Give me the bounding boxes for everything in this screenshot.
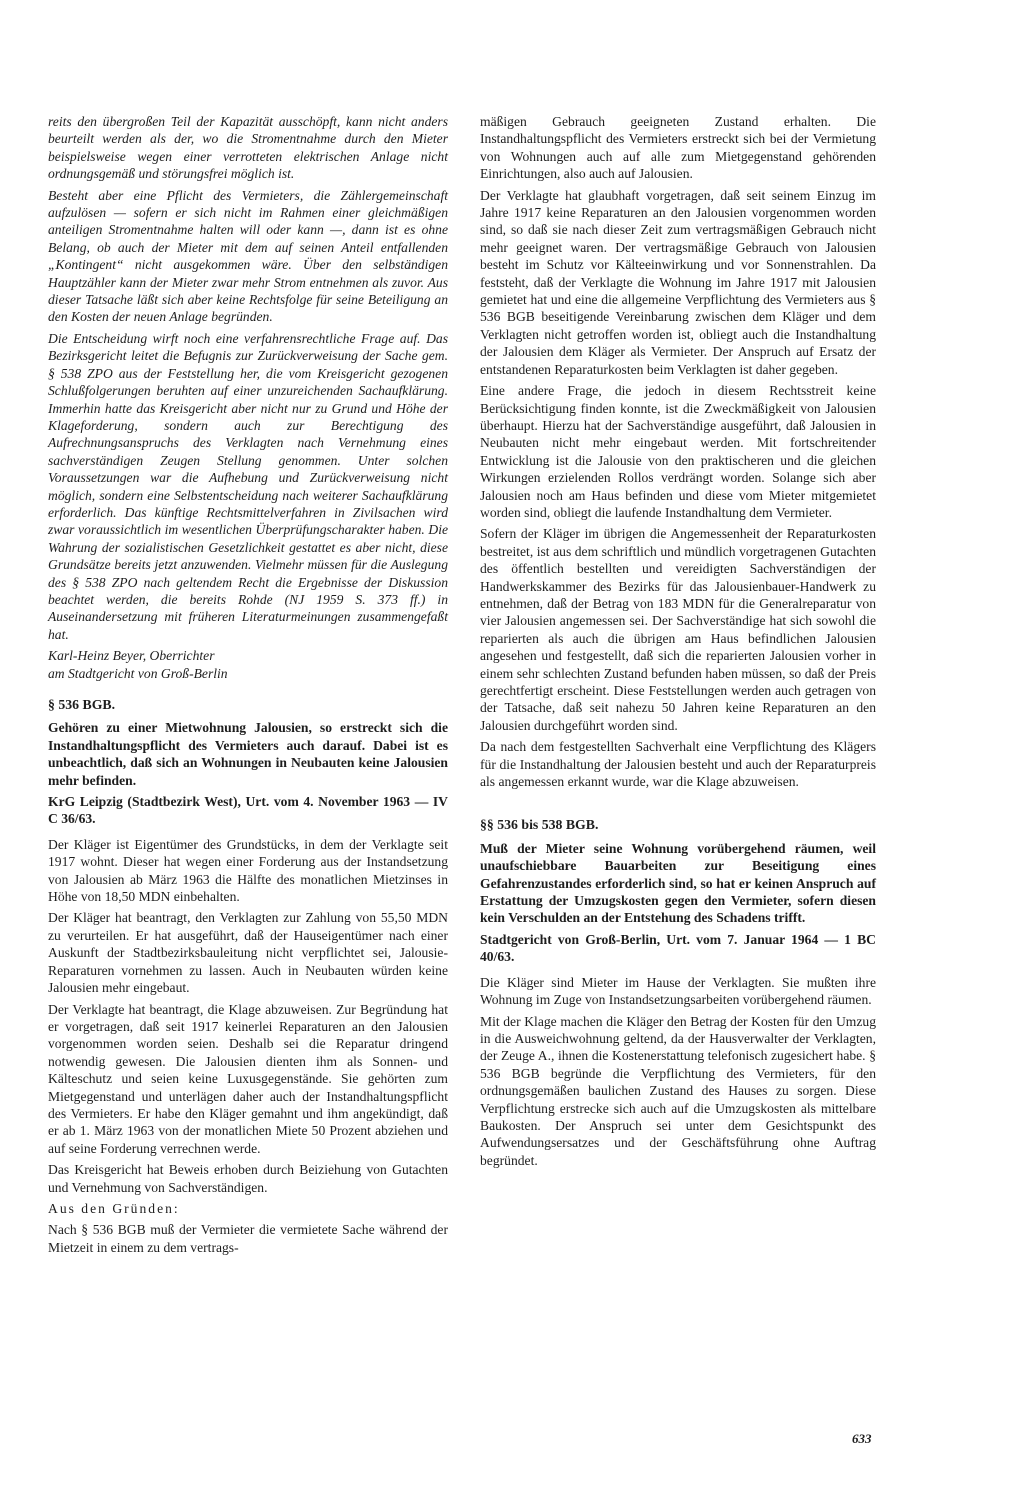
page-number: 633: [852, 1431, 872, 1446]
right-paragraph-3: Eine andere Frage, die jedoch in diesem Rechtsstreit keine Berücksichtigung finden konnte, ist die Zweckmäßigkeit von Jalousien überhaupt. Hierzu hat der Sachverständige ausgeführt, daß Jalousien in Neubauten nicht mehr eingebaut werden. Mit fortschreitender Entwicklung ist die Jalousie von den praktischeren und die gleichen Wirkungen erzielenden Rollos verdrängt worden. Solange sich aber Jalousien noch am Haus befinden und diese vom Mieter mitgemietet worden sind, obliegt die laufende Instandhaltung dem Vermieter.: [480, 383, 876, 520]
author-signature: [48, 647, 448, 682]
court-citation-berlin: Stadtgericht von Groß-Berlin, Urt. vom 7. Januar 1964 — 1 BC 40/63.: [480, 931, 876, 965]
left-paragraph-5: Der Kläger hat beantragt, den Verklagten zur Zahlung von 55,50 MDN zu verurteilen. Er hat ausgeführt, daß der Hauseigentümer nach einer Auskunft der Stadtbezirksbauleitung nicht verpflichtet sei, Jalousie-Reparaturen vornehmen zu lassen. Auch in Neubauten würden keine Jalousien mehr eingebaut.: [48, 910, 448, 996]
right-paragraph-2: Der Verklagte hat glaubhaft vorgetragen, daß seit seinem Einzug im Jahre 1917 keine Reparaturen an den Jalousien vorgenommen worden sind, so daß sie nach dieser Zeit zum vertragsmäßigen Gebrauch nicht mehr geeignet waren. Der vertragsmäßige Gebrauch von Jalousien besteht im Schutz vor Kälteeinwirkung und vor Sonnenstrahlen. Da feststeht, daß der Verklagte die Wohnung im Jahre 1917 mit Jalousien gemietet hat und eine die allgemeine Verpflichtung des Vermieters aus § 536 BGB beseitigende Vereinbarung zwischen dem Kläger und dem Verklagten nicht getroffen worden ist, obliegt auch die Instandhaltung der Jalousien dem Kläger als Vermieter. Der Anspruch auf Ersatz der entstandenen Reparaturkosten beim Verklagten ist daher gegeben.: [480, 187, 876, 377]
left-paragraph-4: Der Kläger ist Eigentümer des Grundstücks, in dem der Verklagte seit 1917 wohnt. Dieser hat wegen einer Forderung aus der Instandsetzung von Jalousien ab März 1963 die Hälfte des monatlichen Mietzinses in Höhe von 18,50 MDN einbehalten.: [48, 836, 448, 905]
left-paragraph-6: Der Verklagte hat beantragt, die Klage abzuweisen. Zur Begründung hat er vorgetragen, daß seit 1917 keinerlei Reparaturen an den Jalousien vorgenommen worden seien. Deshalb sei die Reparatur dringend notwendig gewesen. Die Jalousien dienten ihm als Sonnen- und Kälteschutz und seien keine Luxusgegenstände. Sie gehörten zum Mietgegenstand und unterlägen daher auch der Instandhaltungspflicht des Vermieters. Er habe den Kläger gemahnt und ihm angekündigt, daß er ab 1. März 1963 von der monatlichen Miete 50 Prozent abziehen und auf seine Forderung verrechnen werde.: [48, 1001, 448, 1156]
headnote-jalousien: Gehören zu einer Mietwohnung Jalousien, so erstreckt sich die Instandhaltungspflicht des Vermieters auch darauf. Dabei ist es unbeachtlich, daß sich an Wohnungen in Neubauten keine Jalousien mehr befinden.: [48, 720, 448, 788]
grounds-heading: Aus den Gründen:: [48, 1200, 180, 1216]
right-paragraph-7: Mit der Klage machen die Kläger den Betrag der Kosten für den Umzug in die Ausweichwohnung geltend, da der Hausverwalter der Verklagten, der Zeuge A., ihnen die Kostenerstattung telefonisch zugesichert habe. § 536 BGB begründe die Verpflichtung des Vermieters, für den ordnungsgemäßen baulichen Zustand des Hauses zu sorgen. Diese Verpflichtung erstrecke sich auch auf die Umzugskosten als mittelbare Baukosten. Der Anspruch sei unter dem Gesichtspunkt des Aufwendungsersatzes und der Geschäftsführung ohne Auftrag begründet.: [480, 1013, 876, 1168]
right-paragraph-1: mäßigen Gebrauch geeigneten Zustand erhalten. Die Instandhaltungspflicht des Vermieters erstreckt sich bei der Vermietung von Wohnungen auch auf alle zum Mietgegenstand gehörenden Einrichtungen, also auch auf Jalousien.: [480, 114, 876, 182]
headnote-umzugskosten: Muß der Mieter seine Wohnung vorübergehend räumen, weil unaufschiebbare Bauarbeiten zur Beseitigung eines Gefahrenzustandes erforderlich sind, so hat er keinen Anspruch auf Erstattung der Umzugskosten gegen den Vermieter, sofern diesen kein Verschulden an der Entstehung des Schadens trifft.: [480, 840, 876, 926]
left-paragraph-8: Nach § 536 BGB muß der Vermieter die vermietete Sache während der Mietzeit in einem zu dem vertrags-: [48, 1222, 448, 1255]
section-heading-536: § 536 BGB.: [48, 697, 116, 712]
signature-name: Karl-Heinz Beyer, Oberrichter: [48, 648, 215, 664]
left-paragraph-3: Die Entscheidung wirft noch eine verfahrensrechtliche Frage auf. Das Bezirksgericht leitet die Befugnis zur Zurückverweisung der Sache gem. § 538 ZPO aus der Feststellung her, die vom Kreisgericht gezogenen Schlußfolgerungen beruhten auf einer unzureichenden Sachaufklärung. Immerhin hatte das Kreisgericht aber nicht nur zu Grund und Höhe der Klageforderung, sondern auch zur Berechtigung des Aufrechnungsanspruchs des Verklagten nach Vernehmung eines sachverständigen Zeugen Stellung genommen. Unter solchen Voraussetzungen war die Aufhebung und Zurückverweisung nicht möglich, sondern eine Selbstentscheidung nach weiterer Sachaufklärung erforderlich. Das künftige Rechtsmittelverfahren in Zivilsachen wird zwar voraussichtlich im wesentlichen Überprüfungscharakter haben. Die Wahrung der sozialistischen Gesetzlichkeit gestattet es aber nicht, diese Grundsätze bereits jetzt anzuwenden. Vielmehr müssen für die Auslegung des § 538 ZPO nach geltendem Recht die Ergebnisse der Diskussion beachtet werden, die bereits Rohde (NJ 1959 S. 373 ff.) in Auseinandersetzung mit früheren Literaturmeinungen zusammengefaßt hat.: [48, 330, 448, 642]
right-paragraph-4: Sofern der Kläger im übrigen die Angemessenheit der Reparaturkosten bestreitet, ist aus dem schriftlich und mündlich vorgetragenen Gutachten des öffentlich bestellten und vereidigten Sachverständigen der Handwerkskammer des Bezirks für das Jalousienbauer-Handwerk zu entnehmen, daß der Betrag von 183 MDN für die Generalreparatur von vier Jalousien angemessen sei. Der Sachverständige hat sich sowohl die reparierten als auch die übrigen am Haus befindlichen Jalousien angesehen und festgestellt, daß sich die reparierten Jalousien vorher in einem sehr schlechten Zustand befunden haben müssen, so daß der Preis gerechtfertigt erscheint. Diese Feststellungen werden auch getragen von der Tatsache, daß seit nahezu 50 Jahren keine Reparaturen an den Jalousien durchgeführt worden sind.: [480, 526, 876, 733]
signature-affiliation: am Stadtgericht von Groß-Berlin: [48, 665, 228, 681]
right-column: [480, 113, 876, 1173]
left-column: [48, 113, 448, 1260]
section-heading-536-538: §§ 536 bis 538 BGB.: [480, 817, 599, 833]
left-paragraph-2: Besteht aber eine Pflicht des Vermieters, die Zählergemeinschaft aufzulösen — sofern er sich nicht im Rahmen einer gleichmäßigen anteiligen Stromentnahme halten will oder kann —, dann ist es ohne Belang, ob auch der Mieter mit dem auf seinen Anteil entfallenden „Kontingent“ nicht ausgekommen wäre. Über den selbständigen Hauptzähler kann der Mieter zwar mehr Strom entnehmen als zuvor. Aus dieser Tatsache läßt sich aber keine Rechtsfolge für seine Beteiligung an den Kosten der neuen Anlage begründen.: [48, 187, 448, 325]
right-paragraph-5: Da nach dem festgestellten Sachverhalt eine Verpflichtung des Klägers für die Instandhaltung der Jalousien besteht und auch der Reparaturpreis als angemessen erkannt wurde, war die Klage abzuweisen.: [480, 739, 876, 790]
court-citation-leipzig: KrG Leipzig (Stadtbezirk West), Urt. vom 4. November 1963 — IV C 36/63.: [48, 794, 448, 827]
left-paragraph-1: reits den übergroßen Teil der Kapazität ausschöpft, kann nicht anders beurteilt werden als der, wo die Stromentnahme durch den Mieter beispielsweise wegen einer verrotteten elektrischen Anlage nicht ordnungsgemäß und störungsfrei möglich ist.: [48, 114, 448, 182]
left-paragraph-7: Das Kreisgericht hat Beweis erhoben durch Beiziehung von Gutachten und Vernehmung von Sachverständigen.: [48, 1162, 448, 1195]
right-paragraph-6: Die Kläger sind Mieter im Hause der Verklagten. Sie mußten ihre Wohnung im Zuge von Instandsetzungsarbeiten vorübergehend räumen.: [480, 974, 876, 1008]
